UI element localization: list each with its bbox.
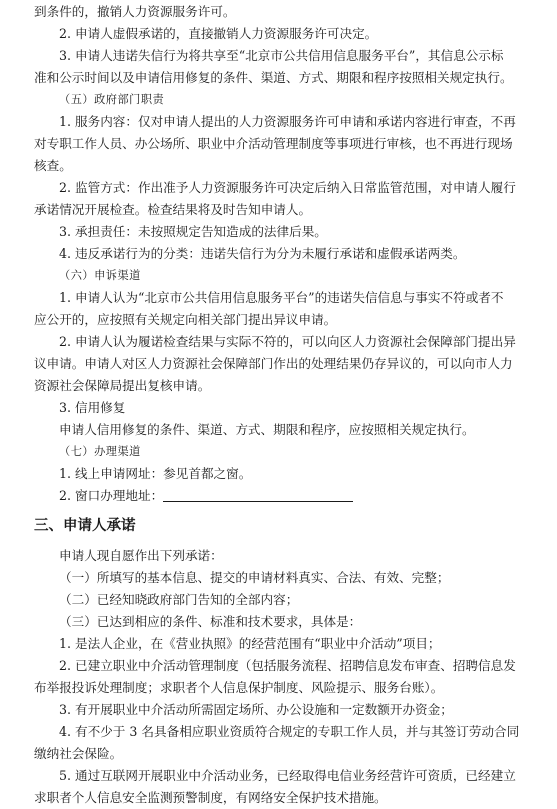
subsection-heading: （五）政府部门职责 — [59, 93, 165, 106]
text-line: 3. 信用修复 — [59, 400, 126, 415]
window-address-line — [34, 485, 533, 507]
text-line: （二）已经知晓政府部门告知的全部内容； — [59, 592, 299, 607]
text-line: （一）所填写的基本信息、提交的申请材料真实、合法、有效、完整； — [59, 570, 450, 585]
subsection-heading: （七）办理渠道 — [59, 445, 141, 458]
text-line: 求职者个人信息安全监测预警制度，有网络安全保护技术措施。 — [34, 790, 387, 805]
text-line: 3. 申请人违诺失信行为将共享至“北京市公共信用信息服务平台”，其信息公示标 — [59, 48, 504, 63]
text-line: 准和公示时间以及申请信用修复的条件、渠道、方式、期限和程序按照相关规定执行。 — [34, 70, 513, 85]
text-line: （三）已达到相应的条件、标准和技术要求，具体是： — [59, 614, 362, 629]
text-line: 4. 违反承诺行为的分类：违诺失信行为分为未履行承诺和虚假承诺两类。 — [59, 246, 466, 261]
text-line: 5. 通过互联网开展职业中介活动业务，已经取得电信业务经营许可资质，已经建立 — [59, 768, 516, 783]
subsection-heading: （六）申诉渠道 — [59, 269, 141, 282]
text-line: 3. 有开展职业中介活动所需固定场所、办公设施和一定数额开办资金； — [59, 702, 453, 717]
text-line: 1. 是法人企业，在《营业执照》的经营范围有“职业中介活动”项目； — [59, 636, 441, 651]
text-line: 2. 已建立职业中介活动管理制度（包括服务流程、招聘信息发布审查、招聘信息发 — [59, 658, 516, 673]
text-line: 3. 承担责任：未按照规定告知造成的法律后果。 — [59, 224, 327, 239]
text-line: 应公开的，应按照有关规定向相关部门提出异议申请。 — [34, 312, 337, 327]
text-line: 缴纳社会保险。 — [34, 746, 123, 761]
text-line: 2. 申请人虚假承诺的，直接撤销人力资源服务许可决定。 — [59, 26, 378, 41]
text-line: 2. 申请人认为履诺检查结果与实际不符的，可以向区人力资源社会保障部门提出异 — [59, 334, 516, 349]
text-line: 申请人信用修复的条件、渠道、方式、期限和程序，应按照相关规定执行。 — [59, 422, 475, 437]
text-line: 1. 申请人认为“北京市公共信用信息服务平台”的违诺失信信息与事实不符或者不 — [59, 290, 504, 305]
text-line: 1. 服务内容：仅对申请人提出的人力资源服务许可申请和承诺内容进行审查，不再 — [59, 114, 516, 129]
window-address-blank — [163, 487, 353, 502]
text-line: 布举报投诉处理制度；求职者个人信息保护制度、风险提示、服务台账）。 — [34, 680, 444, 695]
text-line: 核查。 — [34, 158, 72, 173]
text-line: 资源社会保障局提出复核申请。 — [34, 378, 211, 393]
text-line: 到条件的，撤销人力资源服务许可。 — [34, 4, 236, 19]
text-line: 4. 有不少于 3 名具备相应职业资质符合规定的专职工作人员，并与其签订劳动合同 — [59, 724, 520, 739]
text-line: 对专职工作人员、办公场所、职业中介活动管理制度等事项进行审核，也不再进行现场 — [34, 136, 513, 151]
text-line: 承诺情况开展检查。检查结果将及时告知申请人。 — [34, 202, 312, 217]
text-line: 2. 监管方式：作出准予人力资源服务许可决定后纳入日常监管范围，对申请人履行 — [59, 180, 516, 195]
text-line: 申请人现自愿作出下列承诺： — [59, 548, 223, 563]
section-heading: 三、申请人承诺 — [34, 518, 136, 534]
text-line: 议申请。申请人对区人力资源社会保障部门作出的处理结果仍存异议的，可以向市人力 — [34, 356, 513, 371]
window-address-label: 2. 窗口办理地址： — [59, 488, 164, 503]
text-line: 1. 线上申请网址：参见首都之窗。 — [59, 466, 252, 481]
